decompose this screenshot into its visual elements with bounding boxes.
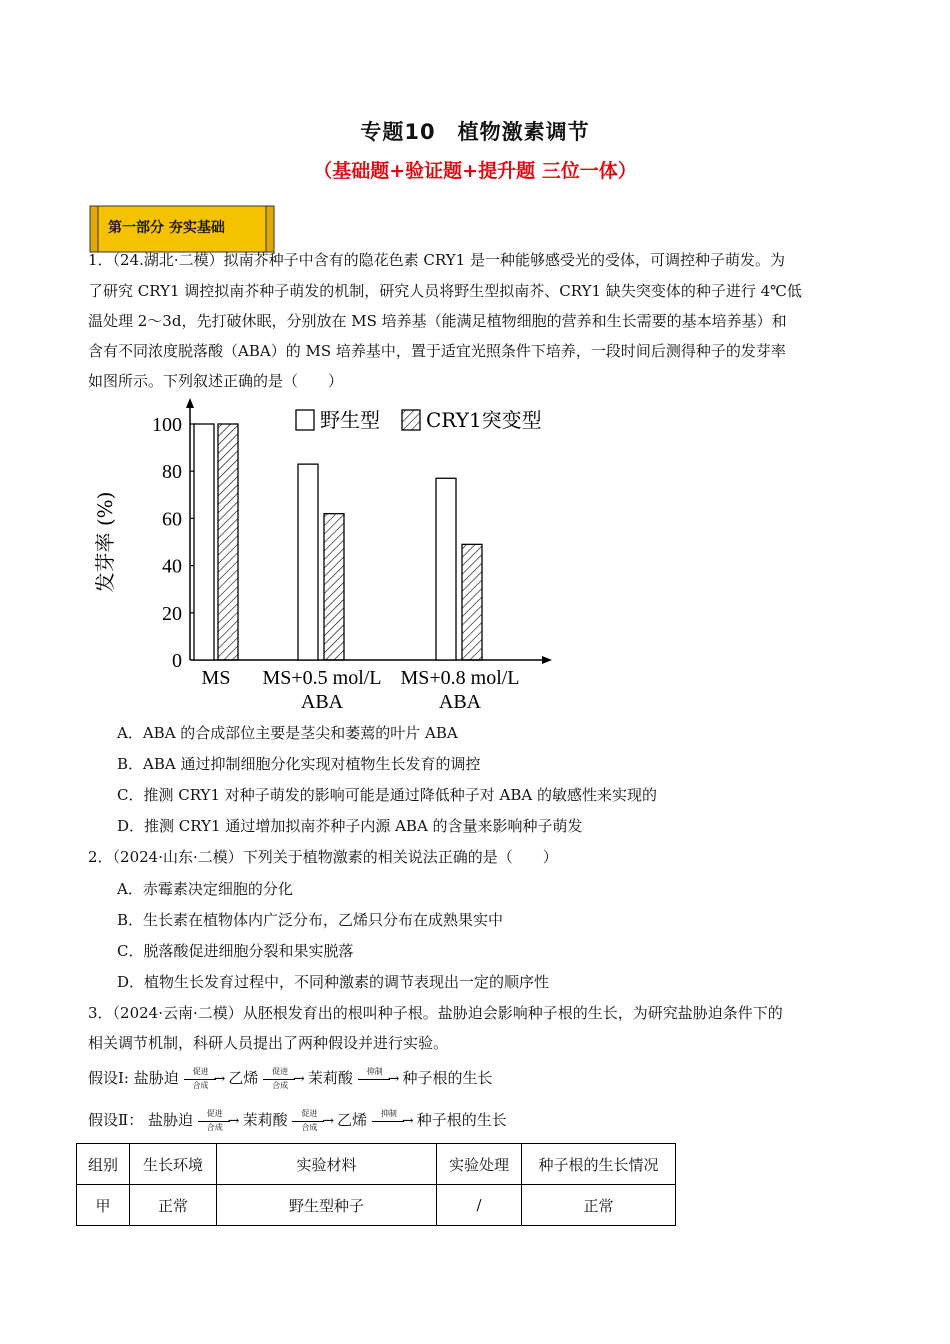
y-tick-label: 20	[162, 602, 182, 625]
q3-line: 3．（2024·云南·二模）从胚根发育出的根叫种子根。盐胁迫会影响种子根的生长，为研究盐胁迫条件下的	[88, 1004, 783, 1022]
legend-swatch	[296, 410, 314, 430]
table-header-cell: 实验处理	[437, 1144, 522, 1185]
table-cell: 甲	[77, 1185, 130, 1226]
q2-option-a: A．赤霉素决定细胞的分化	[117, 880, 293, 898]
section-banner-label: 第一部分 夯实基础	[108, 220, 225, 236]
q1-line: 含有不同浓度脱落酸（ABA）的 MS 培养基中，置于适宜光照条件下培养，一段时间后测得种子的发芽率	[88, 342, 786, 360]
hypothesis-term: 乙烯	[337, 1111, 368, 1129]
q1-line: 如图所示。下列叙述正确的是（ ）	[88, 372, 344, 390]
germination-bar-chart	[84, 392, 564, 717]
table-cell: 正常	[130, 1185, 217, 1226]
table-row	[77, 1185, 676, 1226]
hypothesis-label: 假设Ⅰ:	[88, 1069, 129, 1087]
y-tick-label: 40	[162, 555, 182, 578]
y-tick-label: 80	[162, 461, 182, 484]
q2-stem: 2．（2024·山东·二模）下列关于植物激素的相关说法正确的是（ ）	[88, 848, 558, 866]
table-header-cell: 组别	[77, 1144, 130, 1185]
x-tick-label: MS	[201, 667, 231, 689]
x-tick-label: ABA	[300, 691, 344, 713]
q1-option-d: D．推测 CRY1 通过增加拟南芥种子内源 ABA 的含量来影响种子萌发	[117, 817, 583, 835]
table-header-cell: 生长环境	[130, 1144, 217, 1185]
hypothesis-term: 盐胁迫	[133, 1069, 179, 1087]
bar	[218, 424, 238, 660]
x-tick-label: MS+0.5 mol/L	[262, 667, 382, 689]
x-tick-label: MS+0.8 mol/L	[400, 667, 520, 689]
q2-option-d: D．植物生长发育过程中，不同种激素的调节表现出一定的顺序性	[117, 973, 550, 991]
y-tick-label: 100	[152, 414, 182, 436]
hypothesis-term: 茉莉酸	[242, 1111, 288, 1129]
table-header-cell: 实验材料	[217, 1144, 437, 1185]
bar	[324, 514, 344, 660]
promote-arrow: 促进 → 合成	[263, 1069, 303, 1089]
table-header-cell: 种子根的生长情况	[522, 1144, 676, 1185]
bar	[298, 464, 318, 660]
table-cell: 野生型种子	[217, 1185, 437, 1226]
q2-option-b: B．生长素在植物体内广泛分布，乙烯只分布在成熟果实中	[117, 911, 504, 929]
bar	[462, 544, 482, 660]
table-cell: /	[437, 1185, 522, 1226]
legend-label: CRY1突变型	[426, 408, 542, 432]
legend-swatch	[402, 410, 420, 430]
x-axis-arrow	[542, 656, 552, 664]
hypothesis-2	[88, 1110, 507, 1131]
y-tick-label: 60	[162, 508, 182, 531]
experiment-table	[76, 1143, 676, 1226]
q1-line: 了研究 CRY1 调控拟南芥种子萌发的机制，研究人员将野生型拟南芥、CRY1 缺失突变体的种子进行 4℃低	[88, 282, 802, 300]
hypothesis-1	[88, 1068, 493, 1089]
hypothesis-term: 种子根的生长	[402, 1069, 493, 1087]
q3-line: 相关调节机制，科研人员提出了两种假设并进行实验。	[88, 1034, 449, 1052]
q1-line: 温处理 2～3d，先打破休眠，分别放在 MS 培养基（能满足植物细胞的营养和生长需要的基本培养基）和	[88, 312, 787, 330]
table-header-row	[77, 1144, 676, 1185]
hypothesis-term: 茉莉酸	[307, 1069, 353, 1087]
q1-option-a: A．ABA 的合成部位主要是茎尖和萎蔫的叶片 ABA	[117, 724, 458, 742]
q1-option-b: B．ABA 通过抑制细胞分化实现对植物生长发育的调控	[117, 755, 481, 773]
promote-arrow: 促进 → 合成	[184, 1069, 224, 1089]
y-axis-label: 发芽率 (%)	[93, 491, 117, 593]
page-subtitle: （基础题+验证题+提升题 三位一体）	[313, 160, 637, 182]
bar	[194, 424, 214, 660]
promote-arrow: 促进 → 合成	[292, 1111, 332, 1131]
x-tick-label: ABA	[438, 691, 482, 713]
inhibit-arrow: 抑制 →	[372, 1111, 412, 1131]
table-cell: 正常	[522, 1185, 676, 1226]
y-tick-label: 0	[172, 650, 182, 672]
hypothesis-term: 乙烯	[228, 1069, 259, 1087]
hypothesis-label: 假设Ⅱ：	[88, 1111, 144, 1129]
inhibit-arrow: 抑制 →	[358, 1069, 398, 1089]
promote-arrow: 促进 → 合成	[198, 1111, 238, 1131]
hypothesis-term: 盐胁迫	[147, 1111, 193, 1129]
hypothesis-term: 种子根的生长	[416, 1111, 507, 1129]
page-title: 专题10 植物激素调节	[360, 120, 590, 144]
y-axis-arrow	[186, 398, 194, 408]
legend-label: 野生型	[320, 408, 380, 432]
q2-option-c: C．脱落酸促进细胞分裂和果实脱落	[117, 942, 354, 960]
q1-option-c: C．推测 CRY1 对种子萌发的影响可能是通过降低种子对 ABA 的敏感性来实现的	[117, 786, 657, 804]
bar	[436, 478, 456, 660]
q1-line: 1．（24.湖北·二模）拟南芥种子中含有的隐花色素 CRY1 是一种能够感受光的受体，可调控种子萌发。为	[88, 251, 785, 269]
